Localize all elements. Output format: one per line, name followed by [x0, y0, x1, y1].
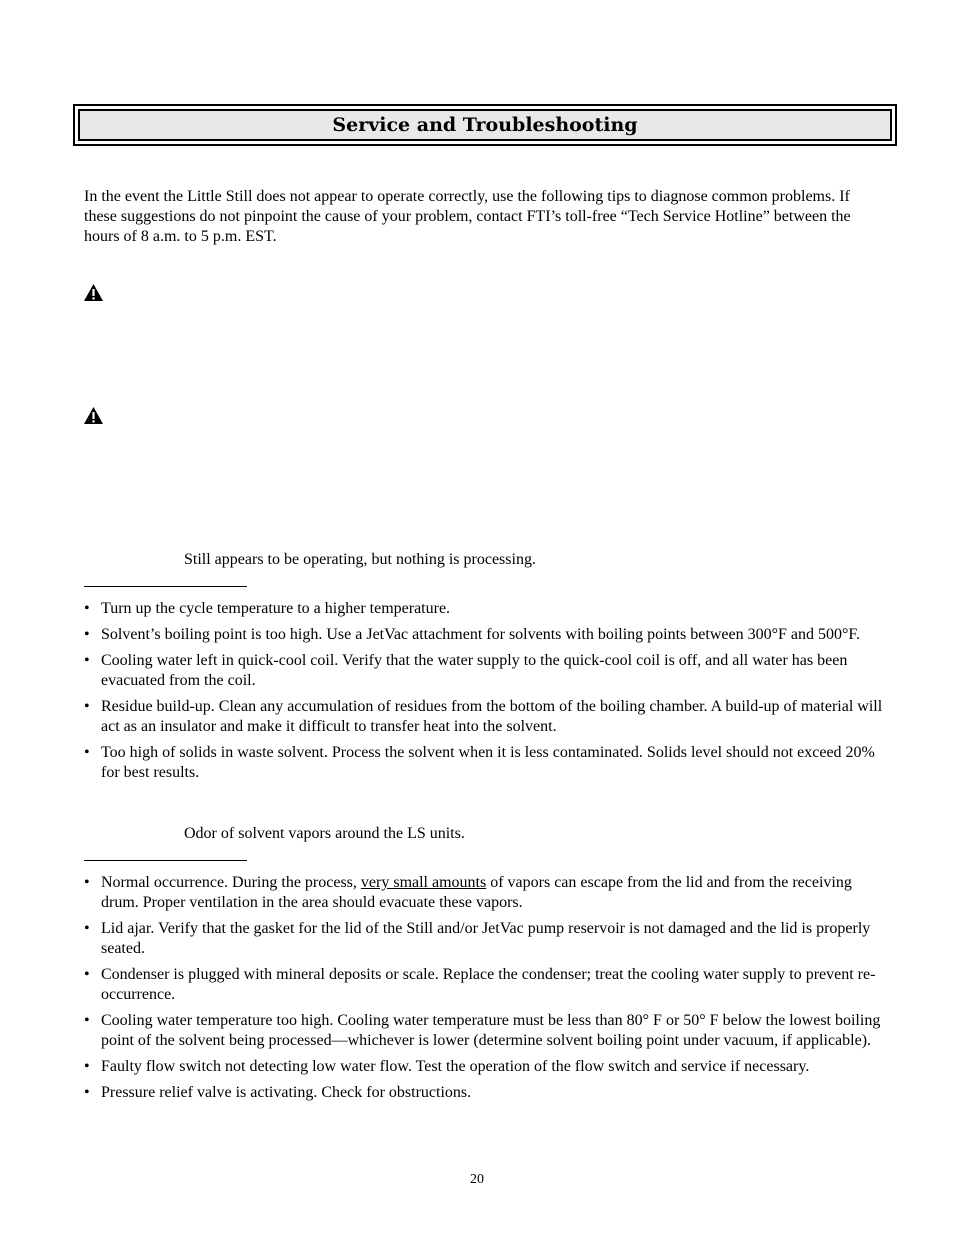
bullet-icon: • — [84, 920, 90, 937]
warning-triangle-icon — [83, 283, 104, 302]
bullet-icon: • — [84, 1058, 90, 1075]
bullet-icon: • — [84, 966, 90, 983]
emphasis-underline: very small amounts — [360, 874, 487, 891]
bullet-icon: • — [84, 874, 90, 891]
page-title: Service and Troubleshooting — [332, 114, 638, 136]
list-item: • Lid ajar. Verify that the gasket for the lid of the Still and/or JetVac pump reservoir is not damaged and the lid is properly seated. — [84, 920, 871, 957]
problem-statement-2: Odor of solvent vapors around the LS units. — [184, 825, 465, 842]
bullet-icon: • — [84, 698, 90, 715]
solutions-list-2 — [84, 873, 890, 1109]
intro-paragraph: In the event the Little Still does not appear to operate correctly, use the following tips to diagnose common problems. If these suggestions do not pinpoint the cause of your problem, contact FTI’s toll-free “Tech Service Hotline” between the hours of 8 a.m. to 5 p.m. EST. — [84, 188, 851, 245]
bullet-icon: • — [84, 626, 90, 643]
bullet-icon: • — [84, 1084, 90, 1101]
bullet-icon: • — [84, 600, 90, 617]
list-item: • Too high of solids in waste solvent. Process the solvent when it is less contaminated. Solids level should not exceed 20% for best results. — [84, 744, 875, 781]
title-inner — [78, 109, 892, 141]
bullet-icon: • — [84, 652, 90, 669]
list-item: • Cooling water temperature too high. Cooling water temperature must be less than 80° F or 50° F below the lowest boiling point of the solvent being processed—whichever is lower (determine solvent boiling point under vacuum, if applicable). — [84, 1012, 881, 1049]
problem-statement-1: Still appears to be operating, but nothing is processing. — [184, 551, 536, 568]
list-item: • Turn up the cycle temperature to a higher temperature. — [84, 600, 451, 617]
bullet-icon: • — [84, 1012, 90, 1029]
list-item: • Pressure relief valve is activating. Check for obstructions. — [84, 1084, 472, 1101]
list-item: • Cooling water left in quick-cool coil. Verify that the water supply to the quick-cool coil is off, and all water has been evacuated from the coil. — [84, 652, 848, 689]
list-item: • Residue build-up. Clean any accumulation of residues from the bottom of the boiling chamber. A build-up of material will act as an insulator and make it difficult to transfer heat into the solvent. — [84, 698, 883, 735]
title-box — [73, 104, 897, 146]
solutions-list-1 — [84, 599, 890, 789]
list-item: • Condenser is plugged with mineral deposits or scale. Replace the condenser; treat the cooling water supply to prevent re-occurrence. — [84, 966, 876, 1003]
bullet-icon: • — [84, 744, 90, 761]
list-item: • Solvent’s boiling point is too high. Use a JetVac attachment for solvents with boiling points between 300°F and 500°F. — [84, 626, 860, 643]
warning-triangle-icon — [83, 406, 104, 425]
list-item: • Faulty flow switch not detecting low water flow. Test the operation of the flow switch and service if necessary. — [84, 1058, 810, 1075]
page-number: 20 — [470, 1172, 484, 1187]
section-rule-2 — [84, 860, 247, 861]
section-rule-1 — [84, 586, 247, 587]
list-item: • Normal occurrence. During the process, very small amounts of vapors can escape from the lid and from the receiving drum. Proper ventilation in the area should evacuate these vapors. — [84, 874, 852, 911]
